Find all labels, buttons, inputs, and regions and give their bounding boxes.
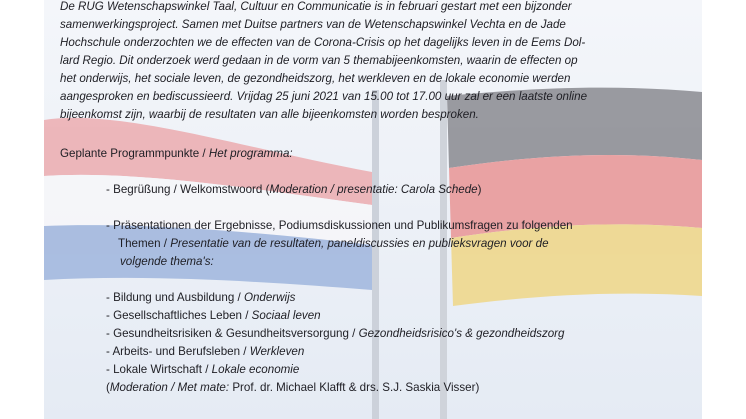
topic-item: [106, 325, 565, 343]
intro-line: het onderwijs, het sociale leven, de gezondheidszorg, het werkleven en de lokale economie werden: [60, 72, 571, 85]
intro-line: lard Regio. Dit onderzoek werd gedaan in de vorm van 5 themabijeenkomsten, waarin de effecten op: [60, 54, 578, 67]
topic-item: [106, 307, 321, 325]
topic-nl: Sociaal leven: [251, 309, 321, 322]
agenda-welcome: [106, 181, 482, 199]
presentation-line-3: volgende thema's:: [120, 255, 214, 268]
program-heading-de: Geplante Programmpunkte /: [60, 147, 209, 160]
presentation-themes-de: Themen /: [118, 237, 171, 250]
topic-de: - Lokale Wirtschaft /: [106, 363, 212, 376]
topic-de: - Gesellschaftliches Leben /: [106, 309, 252, 322]
program-heading: [60, 145, 293, 163]
topic-nl: Onderwijs: [243, 291, 296, 304]
topic-de: - Arbeits- und Berufsleben /: [106, 345, 250, 358]
intro-line: De RUG Wetenschapswinkel Taal, Cultuur en Communicatie is in februari gestart met een bijzonder: [60, 0, 572, 13]
welcome-label: - Begrüßung / Welkomstwoord (: [106, 183, 270, 196]
topic-item: [106, 289, 295, 307]
moderator-names: Prof. dr. Michael Klafft & drs. S.J. Saskia Visser): [229, 381, 480, 394]
welcome-moderation: Moderation / presentatie: Carola Schede: [269, 183, 478, 196]
topic-item: [106, 343, 304, 361]
presentation-themes-nl: Presentatie van de resultaten, paneldiscussies en publieksvragen voor de: [170, 237, 549, 250]
topic-nl: Werkleven: [249, 345, 305, 358]
topic-item: [106, 361, 299, 379]
moderation-open: (: [106, 381, 110, 394]
intro-line: samenwerkingsproject. Samen met Duitse partners van de Wetenschapswinkel Vechta en de Jade: [60, 18, 566, 31]
moderation-credit: [106, 379, 479, 397]
topic-de: - Gesundheitsrisiken & Gesundheitsversorgung /: [106, 327, 359, 340]
presentation-line-1: - Präsentationen der Ergebnisse, Podiumsdiskussionen und Publikumsfragen zu folgenden: [106, 219, 573, 232]
intro-line: bijeenkomst zijn, waarbij de resultaten van alle bijeenkomsten worden besproken.: [60, 108, 479, 121]
topic-nl: Lokale economie: [211, 363, 300, 376]
intro-line: aangesproken en bediscussieerd. Vrijdag 25 juni 2021 van 15.00 tot 17.00 uur zal er een laatste online: [60, 90, 588, 103]
moderation-label: Moderation / Met mate:: [109, 381, 230, 394]
program-heading-nl: Het programma:: [208, 147, 293, 160]
topic-de: - Bildung und Ausbildung /: [106, 291, 244, 304]
topic-nl: Gezondheidsrisico's & gezondheidszorg: [358, 327, 565, 340]
welcome-close: ): [477, 183, 482, 196]
presentation-line-2: [118, 235, 549, 253]
intro-line: Hochschule onderzochten we de effecten van de Corona-Crisis op het dagelijks leven in de Eems Dol-: [60, 36, 586, 49]
